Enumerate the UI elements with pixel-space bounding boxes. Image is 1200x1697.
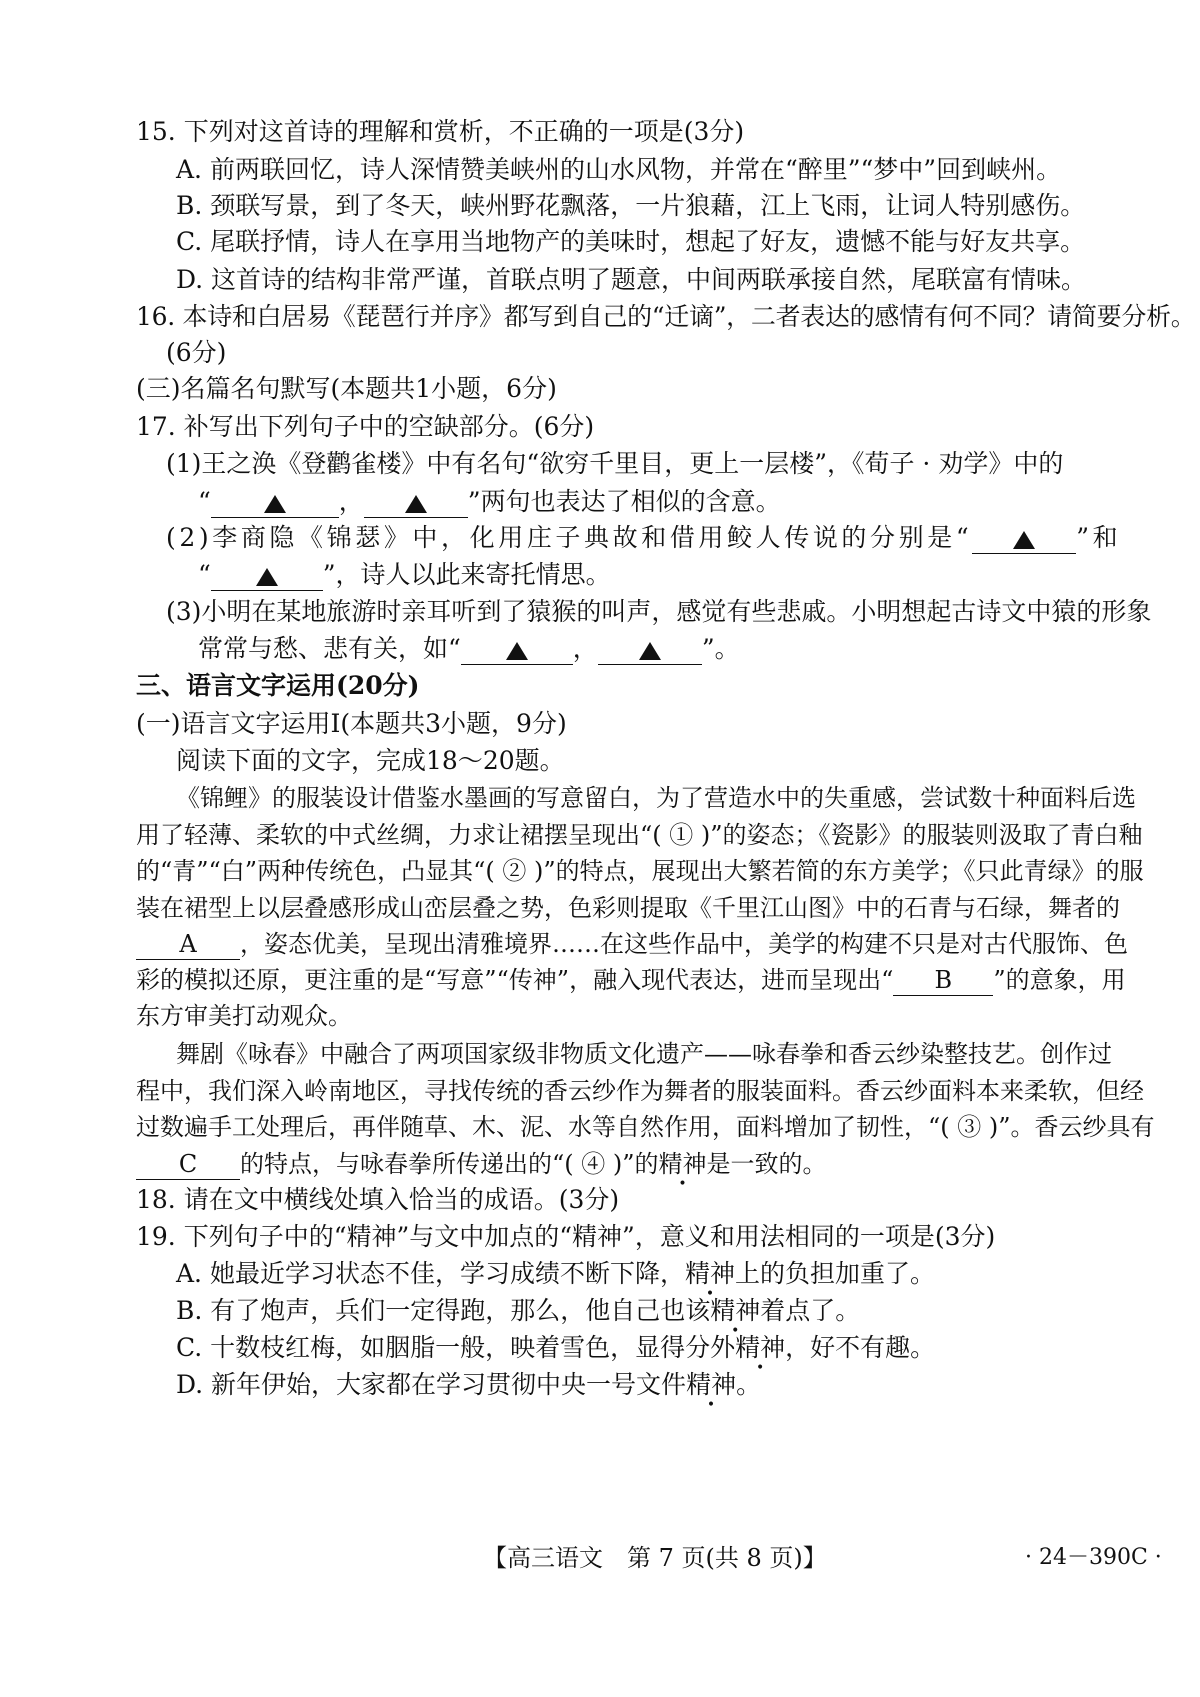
passage-p1-line1: 《锦鲤》的服装设计借鉴水墨画的写意留白，为了营造水中的失重感，尝试数十种面料后选 <box>176 784 1136 812</box>
q19-option-c: C. 十数枝红梅，如胭脂一般，映着雪色，显得分外精神，好不有趣。 <box>176 1330 935 1366</box>
passage-p1-line5: A ，姿态优美，呈现出清雅境界……在这些作品中，美学的构建不只是对古代服饰、色 <box>136 926 1128 962</box>
blank-a: A <box>136 929 240 960</box>
section-3-subtitle: (三)名篇名句默写(本题共1小题，6分) <box>136 374 557 403</box>
triangle-icon <box>1013 531 1035 549</box>
answer-blank <box>461 634 573 665</box>
answer-blank <box>364 487 468 518</box>
page-footer: 【高三语文 第 7 页(共 8 页)】 <box>483 1544 827 1572</box>
passage-p2-line4: C 的特点，与咏春拳所传递出的“( ④ )”的精神是一致的。 <box>136 1146 827 1182</box>
answer-blank <box>211 560 323 591</box>
q17-stem: 17. 补写出下列句子中的空缺部分。(6分) <box>136 412 595 441</box>
q15-option-d: D. 这首诗的结构非常严谨，首联点明了题意，中间两联承接自然，尾联富有情味。 <box>176 265 1087 294</box>
q15-option-c: C. 尾联抒情，诗人在享用当地物产的美味时，想起了好友，遗憾不能与好友共享。 <box>176 227 1086 256</box>
q19-option-b: B. 有了炮声，兵们一定得跑，那么，他自己也该精神着点了。 <box>176 1293 860 1329</box>
q17-item1-line1: (1)王之涣《登鹳雀楼》中有名句“欲穷千里目，更上一层楼”，《荀子 · 劝学》中的 <box>166 449 1064 478</box>
passage-p2-line2: 程中，我们深入岭南地区，寻找传统的香云纱作为舞者的服装面料。香云纱面料本来柔软，但经 <box>136 1077 1144 1105</box>
q19-option-a: A. 她最近学习状态不佳，学习成绩不断下降，精神上的负担加重了。 <box>176 1256 935 1292</box>
triangle-icon <box>264 495 286 513</box>
emphasized-word: 精神 <box>684 1259 735 1288</box>
passage-p1-line4: 装在裙型上以层叠感形成山峦层叠之势，色彩则提取《千里江山图》中的石青与石绿，舞者的 <box>136 894 1120 922</box>
answer-blank <box>211 487 339 518</box>
q15-option-a: A. 前两联回忆，诗人深情赞美峡州的山水风物，并常在“醉里”“梦中”回到峡州。 <box>176 155 1062 184</box>
q16-stem: 16. 本诗和白居易《琵琶行并序》都写到自己的“迁谪”，二者表达的感情有何不同？请简要分析。 <box>136 302 1196 331</box>
answer-blank <box>598 634 702 665</box>
emphasized-word: 精神 <box>735 1333 786 1362</box>
q17-item1-line2: “ ， ”两句也表达了相似的含意。 <box>198 487 781 516</box>
emphasized-word: 精神 <box>686 1370 737 1399</box>
part-3-title: 三、语言文字运用(20分) <box>136 671 420 700</box>
passage-p1-line3: 的“青”“白”两种传统色，凸显其“( ② )”的特点，展现出大繁若简的东方美学；《只此青绿》的服 <box>136 857 1144 885</box>
q19-option-d: D. 新年伊始，大家都在学习贯彻中央一号文件精神。 <box>176 1367 761 1403</box>
q17-item2-line1: (2)李商隐《锦瑟》中，化用庄子典故和借用鲛人传说的分别是“ ”和 <box>166 523 1122 552</box>
passage-p2-line3: 过数遍手工处理后，再伴随草、木、泥、水等自然作用，面料增加了韧性，“( ③ )”。香云纱具有 <box>136 1113 1155 1141</box>
passage-p2-line1: 舞剧《咏春》中融合了两项国家级非物质文化遗产——咏春拳和香云纱染整技艺。创作过 <box>176 1040 1112 1068</box>
blank-b: B <box>893 965 993 996</box>
passage-p1-line7: 东方审美打动观众。 <box>136 1002 352 1030</box>
emphasized-word: 精神 <box>710 1296 761 1325</box>
passage-p1-line6: 彩的模拟还原，更注重的是“写意”“传神”，融入现代表达，进而呈现出“ B ”的意象，用 <box>136 966 1126 994</box>
answer-blank <box>972 523 1076 554</box>
triangle-icon <box>256 568 278 586</box>
q19-stem: 19. 下列句子中的“精神”与文中加点的“精神”，意义和用法相同的一项是(3分) <box>136 1222 996 1251</box>
q15-option-b: B. 颈联写景，到了冬天，峡州野花飘落，一片狼藉，江上飞雨，让词人特别感伤。 <box>176 191 1086 220</box>
part-3-subtitle: (一)语言文字运用Ⅰ(本题共3小题，9分) <box>136 709 567 738</box>
q17-item3-line2: 常常与愁、悲有关，如“ ， ”。 <box>198 634 740 663</box>
triangle-icon <box>405 495 427 513</box>
passage-p1-line2: 用了轻薄、柔软的中式丝绸，力求让裙摆呈现出“( ① )”的姿态；《瓷影》的服装则汲取了青白釉 <box>136 821 1143 849</box>
blank-c: C <box>136 1149 240 1180</box>
exam-code: · 24－390C · <box>1025 1545 1162 1570</box>
reading-instruction: 阅读下面的文字，完成18～20题。 <box>176 746 565 775</box>
q17-item2-line2: “ ”，诗人以此来寄托情思。 <box>198 560 611 589</box>
q17-item3-line1: (3)小明在某地旅游时亲耳听到了猿猴的叫声，感觉有些悲戚。小明想起古诗文中猿的形象 <box>166 597 1152 626</box>
q15-stem: 15. 下列对这首诗的理解和赏析，不正确的一项是(3分) <box>136 117 745 146</box>
q18-stem: 18. 请在文中横线处填入恰当的成语。(3分) <box>136 1185 620 1214</box>
q16-points: (6分) <box>166 338 227 367</box>
emphasized-word: 精神 <box>658 1150 707 1178</box>
triangle-icon <box>506 642 528 660</box>
triangle-icon <box>639 642 661 660</box>
